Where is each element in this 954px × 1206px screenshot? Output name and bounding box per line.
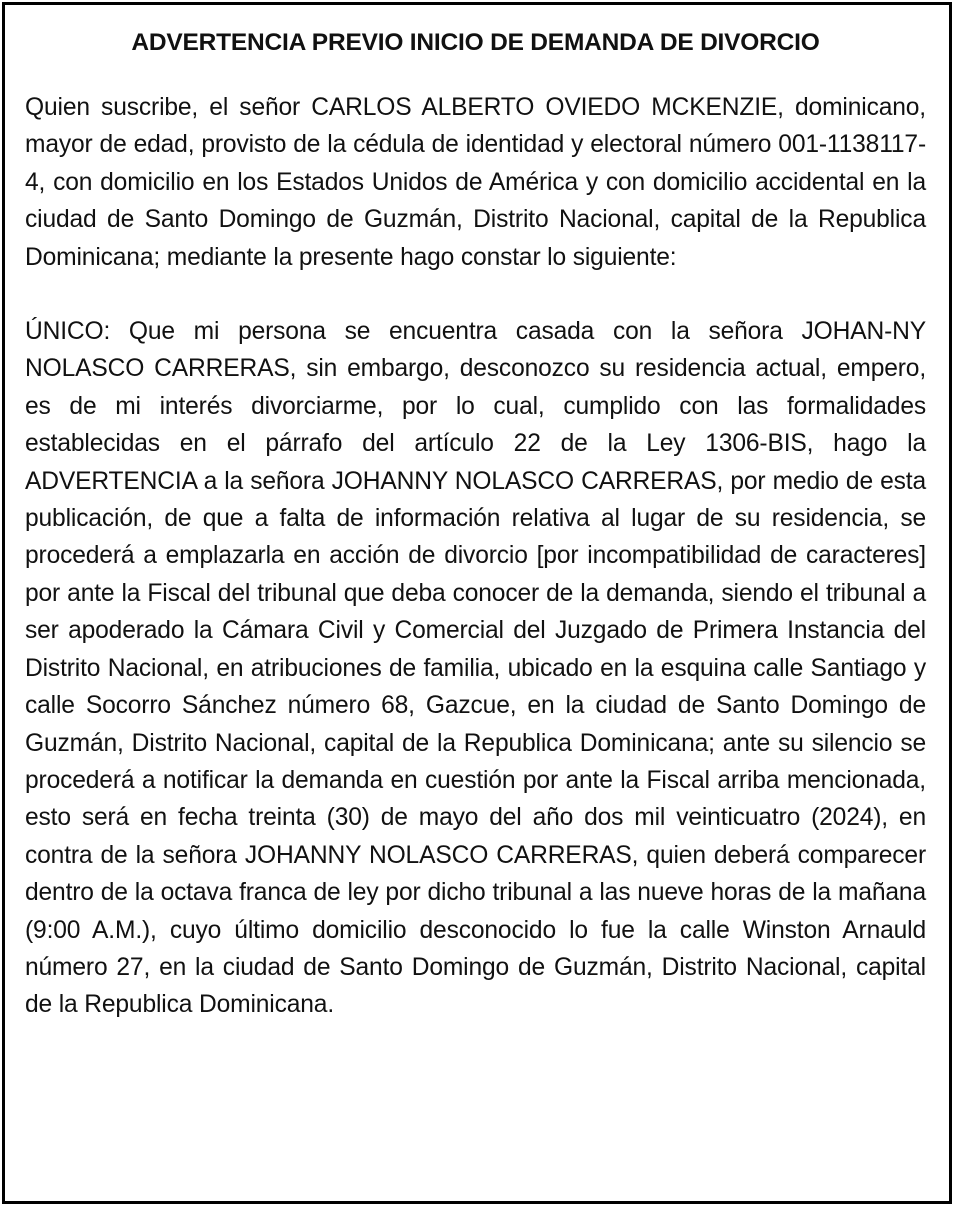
notice-frame xyxy=(2,2,952,1204)
notice-title: ADVERTENCIA PREVIO INICIO DE DEMANDA DE DIVORCIO xyxy=(131,29,820,56)
notice-paragraph-intro: Quien suscribe, el señor CARLOS ALBERTO OVIEDO MCKENZIE, dominicano, mayor de edad, provisto de la cédula de identidad y electoral número 001-1138117-4, con domicilio en los Estados Unidos de América y con domicilio accidental en la ciudad de Santo Domingo de Guzmán, Distrito Nacional, capital de la Republica Dominicana; mediante la presente hago constar lo siguiente: xyxy=(25,94,926,271)
notice-paragraph-unico: ÚNICO: Que mi persona se encuentra casada con la señora JOHAN-NY NOLASCO CARRERAS, sin embargo, desconozco su residencia actual, empero, es de mi interés divorciarme, por lo cual, cumplido con las formalidades establecidas en el párrafo del artículo 22 de la Ley 1306-BIS, hago la ADVERTENCIA a la señora JOHANNY NOLASCO CARRERAS, por medio de esta publicación, de que a falta de información relativa al lugar de su residencia, se procederá a emplazarla en acción de divorcio [por incompatibilidad de caracteres] por ante la Fiscal del tribunal que deba conocer de la demanda, siendo el tribunal a ser apoderado la Cámara Civil y Comercial del Juzgado de Primera Instancia del Distrito Nacional, en atribuciones de familia, ubicado en la esquina calle Santiago y calle Socorro Sánchez número 68, Gazcue, en la ciudad de Santo Domingo de Guzmán, Distrito Nacional, capital de la Republica Dominicana; ante su silencio se procederá a notificar la demanda en cuestión por ante la Fiscal arriba mencionada, esto será en fecha treinta (30) de mayo del año dos mil veinticuatro (2024), en contra de la señora JOHANNY NOLASCO CARRERAS, quien deberá comparecer dentro de la octava franca de ley por dicho tribunal a las nueve horas de la mañana (9:00 A.M.), cuyo último domicilio desconocido lo fue la calle Winston Arnauld número 27, en la ciudad de Santo Domingo de Guzmán, Distrito Nacional, capital de la Republica Dominicana. xyxy=(25,318,926,1019)
